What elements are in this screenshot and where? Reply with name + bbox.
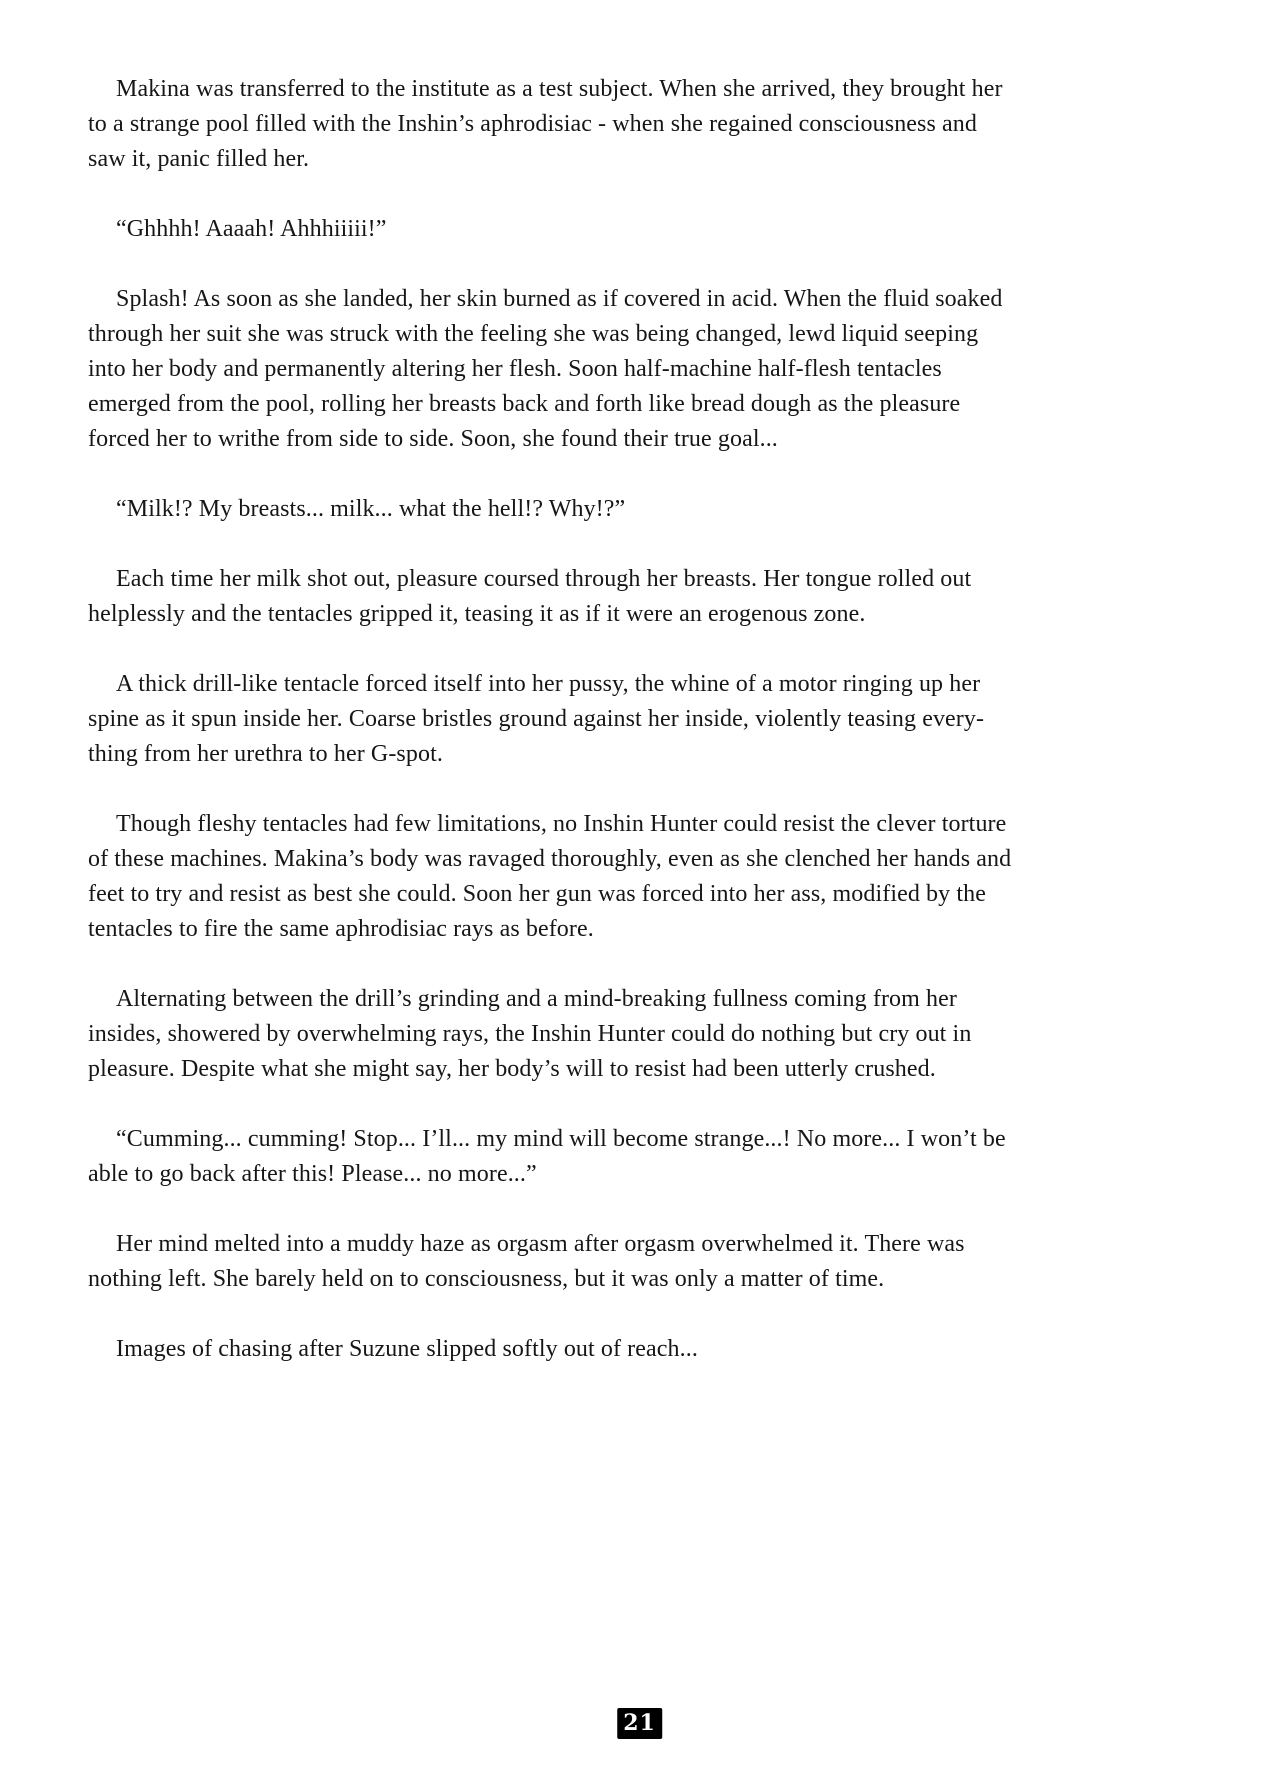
paragraph-dialogue: “Cumming... cumming! Stop... I’ll... my mind will become strange...! No more... I won’t be able to go back after this! Please... no more...”: [88, 1126, 1006, 1187]
paragraph: Her mind melted into a muddy haze as orgasm after orgasm overwhelmed it. There was nothing left. She barely held on to consciousness, but it was only a matter of time.: [88, 1231, 965, 1292]
paragraph-dialogue: “Ghhhh! Aaaah! Ahhhiiiii!”: [116, 216, 387, 242]
paragraph: Alternating between the drill’s grinding and a mind-breaking fullness coming from her insides, showered by overwhelming rays, the Inshin Hunter could do nothing but cry out in pleasure. Despite what she might say, her body’s will to resist had been utterly crushed.: [88, 986, 972, 1082]
paragraph: Makina was transferred to the institute as a test subject. When she arrived, they brought her to a strange pool filled with the Inshin’s aphrodisiac - when she regained consciousness and saw it, panic filled her.: [88, 76, 1003, 172]
page-number-badge: [617, 1708, 662, 1739]
paragraph: Splash! As soon as she landed, her skin burned as if covered in acid. When the fluid soaked through her suit she was struck with the feeling she was being changed, lewd liquid seeping into her body and permanently altering her flesh. Soon half-machine half-flesh tentacles emerged from the pool, rolling her breasts back and forth like bread dough as the pleasure forced her to writhe from side to side. Soon, she found their true goal...: [88, 286, 1003, 452]
paragraph: Images of chasing after Suzune slipped softly out of reach...: [116, 1336, 698, 1362]
page-number: 21: [623, 1710, 656, 1736]
paragraph: A thick drill-like tentacle forced itself into her pussy, the whine of a motor ringing up her spine as it spun inside her. Coarse bristles ground against her inside, violently teasing every- thing from her urethra to her G-spot.: [88, 671, 985, 767]
paragraph: Each time her milk shot out, pleasure coursed through her breasts. Her tongue rolled out helplessly and the tentacles gripped it, teasing it as if it were an erogenous zone.: [88, 566, 972, 627]
paragraph: Though fleshy tentacles had few limitations, no Inshin Hunter could resist the clever torture of these machines. Makina’s body was ravaged thoroughly, even as she clenched her hands and feet to try and resist as best she could. Soon her gun was forced into her ass, modified by the tentacles to fire the same aphrodisiac rays as before.: [88, 811, 1012, 942]
paragraph-dialogue: “Milk!? My breasts... milk... what the hell!? Why!?”: [116, 496, 626, 522]
